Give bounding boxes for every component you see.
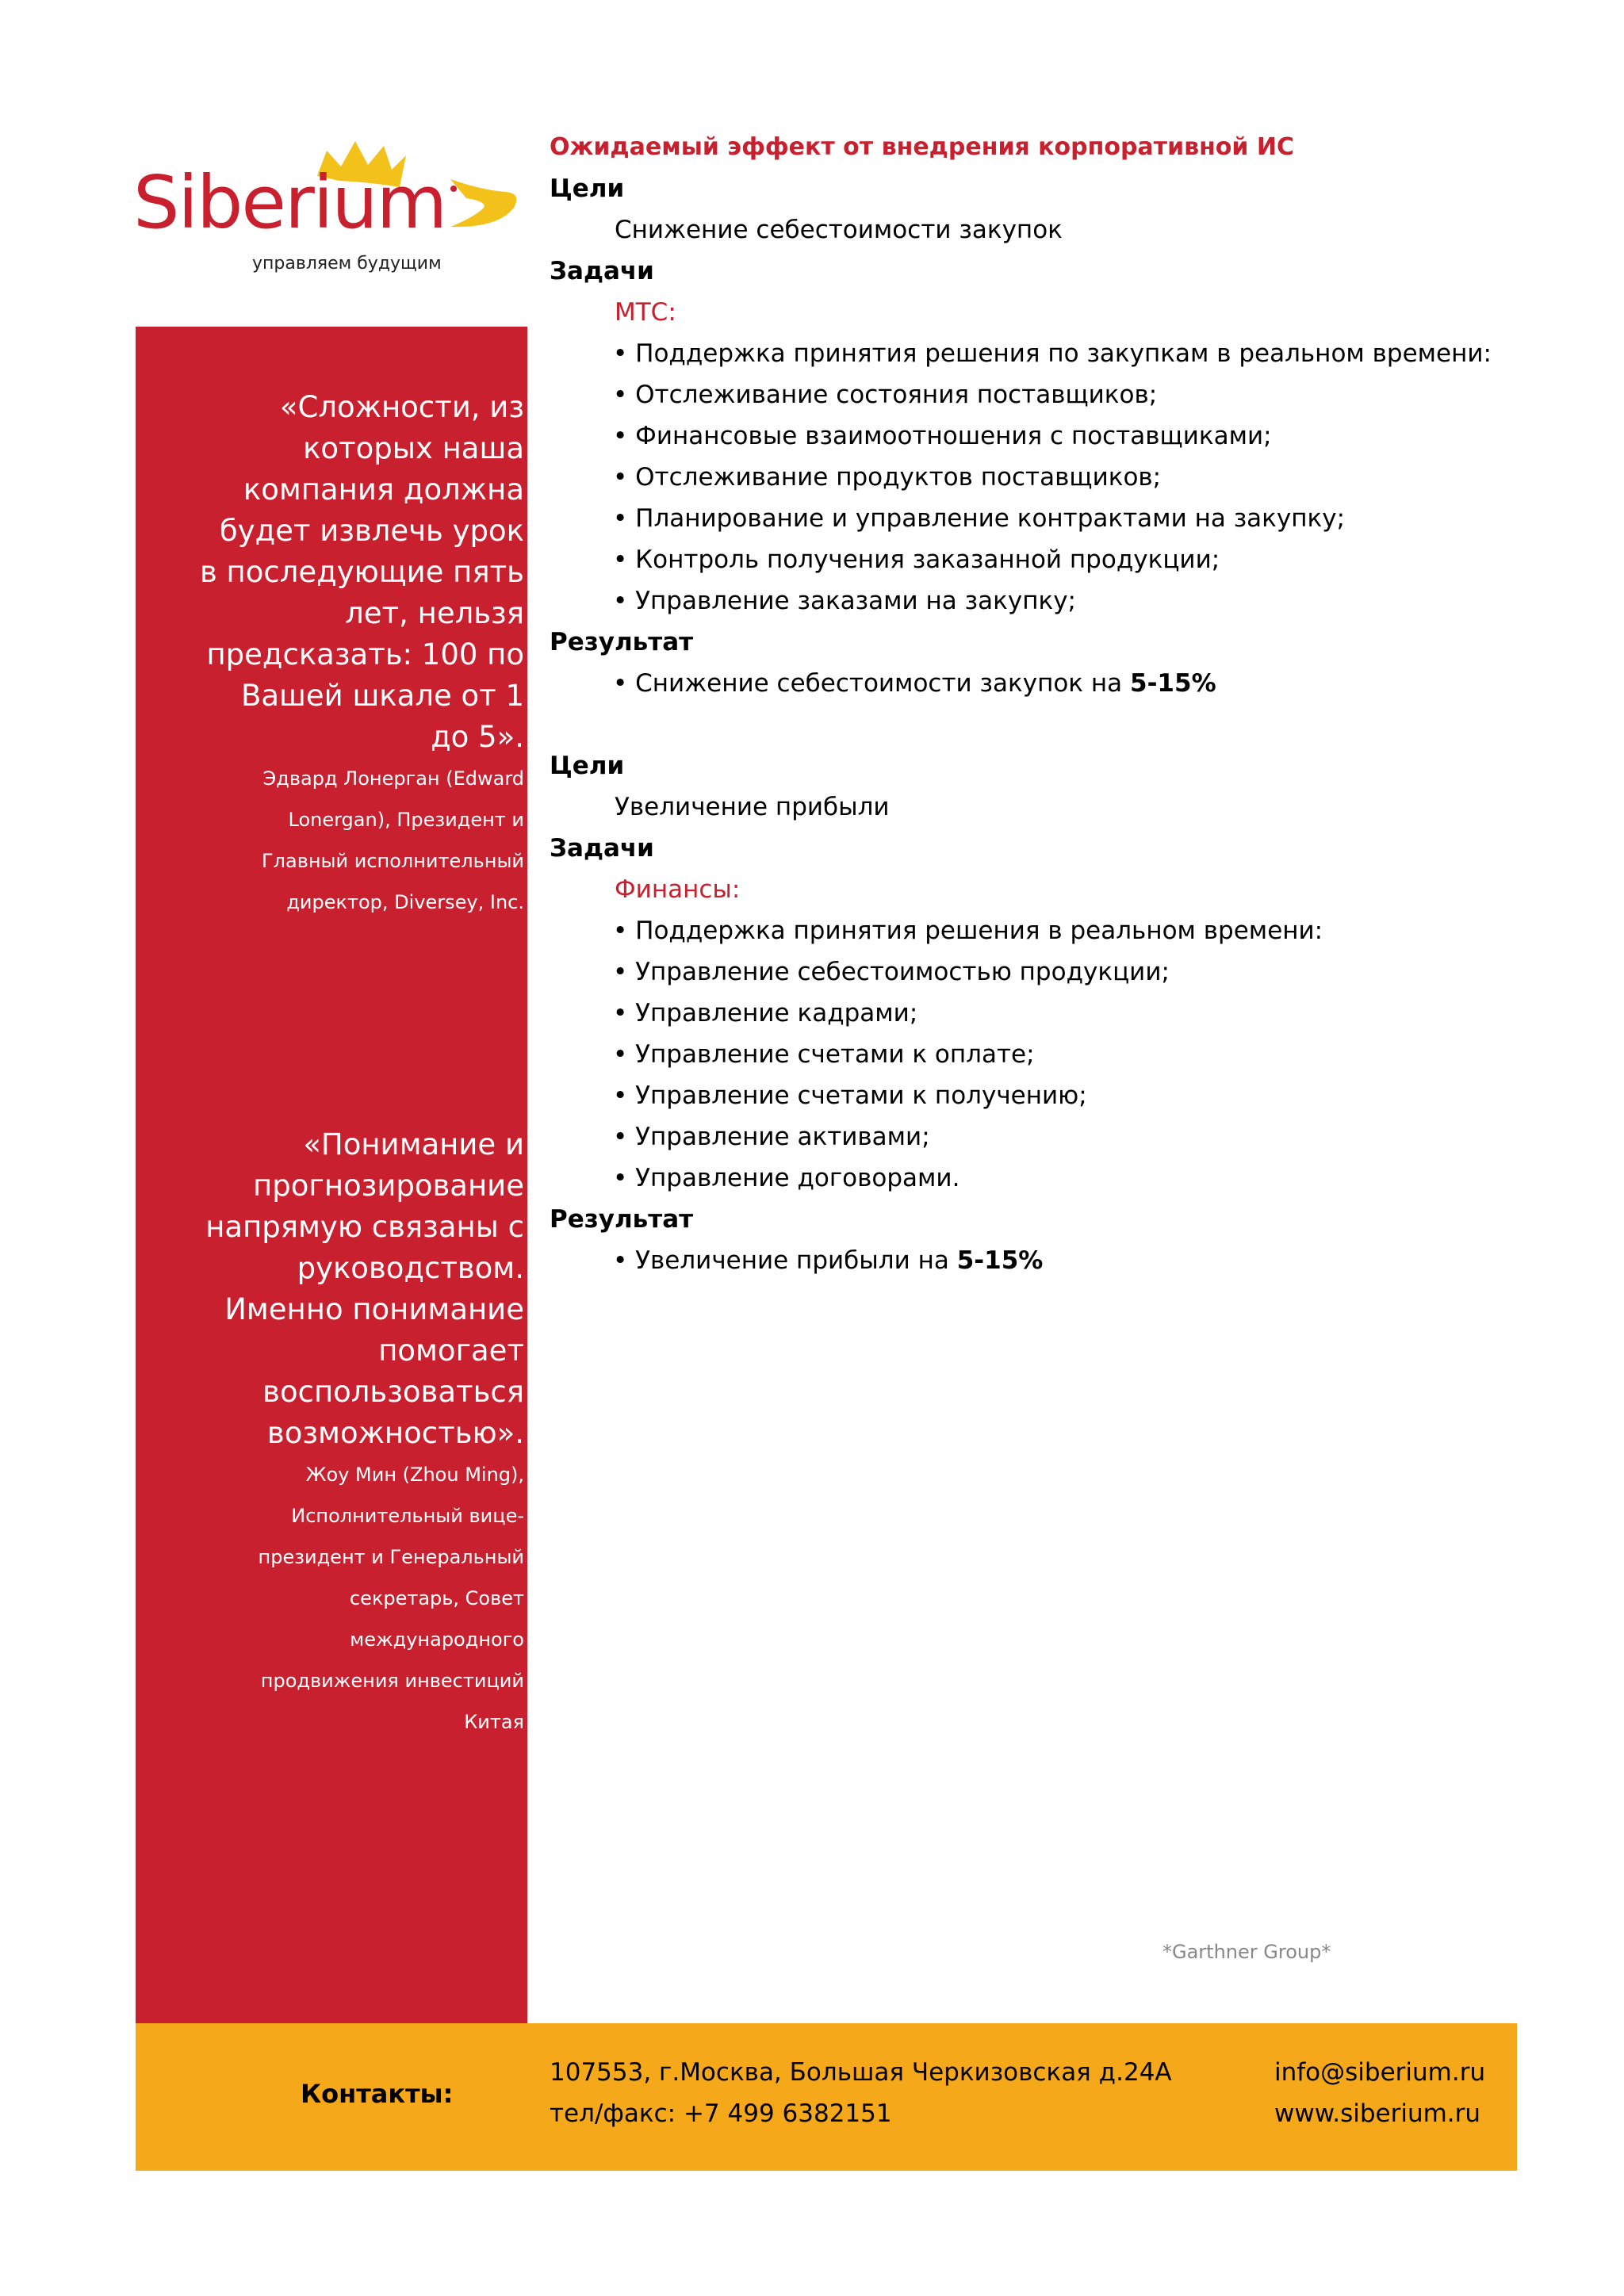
attribution-line: Lonergan), Президент и: [288, 809, 524, 831]
tasks-label: Задачи: [550, 257, 654, 285]
result-line: [613, 1240, 1043, 1281]
task-area: Финансы:: [615, 875, 741, 904]
goals-label: Цели: [550, 174, 625, 203]
list-item: • Планирование и управление контрактами на закупку;: [613, 504, 1346, 533]
list-item: • Управление активами;: [613, 1123, 930, 1151]
list-item: • Управление себестоимостью продукции;: [613, 958, 1170, 986]
phone-text: тел/факс: +7 499 6382151: [550, 2099, 892, 2128]
quote-2-line: помогает: [378, 1334, 524, 1368]
attribution-line: президент и Генеральный: [258, 1546, 524, 1568]
attribution-line: международного: [350, 1628, 524, 1651]
task-area: МТС:: [615, 298, 676, 327]
quote-2-line: возможностью».: [266, 1416, 524, 1450]
list-item: • Поддержка принятия решения по закупкам в реальном времени:: [613, 339, 1492, 368]
quote-2-line: воспользоваться: [262, 1375, 524, 1409]
attribution-line: Жоу Мин (Zhou Ming),: [305, 1464, 524, 1486]
result-line: [613, 663, 1216, 704]
list-item: • Управление счетами к получению;: [613, 1081, 1087, 1110]
quote-1-line: которых наша: [303, 431, 524, 465]
address-text: 107553, г.Москва, Большая Черкизовская д.24А: [550, 2058, 1172, 2087]
list-item: • Финансовые взаимоотношения с поставщиками;: [613, 422, 1272, 450]
attribution-line: Главный исполнительный: [262, 850, 524, 872]
result-text: • Увеличение прибыли на: [613, 1246, 957, 1275]
quote-1: [200, 387, 524, 758]
contacts-label: Контакты:: [301, 2079, 454, 2109]
page-heading: Ожидаемый эффект от внедрения корпоративной ИС: [550, 133, 1294, 161]
result-value: 5-15%: [1130, 669, 1216, 698]
contacts-footer: [136, 2023, 1517, 2171]
quote-sidebar: [136, 327, 527, 2023]
quote-1-line: будет извлечь урок: [219, 514, 524, 548]
list-item: • Отслеживание состояния поставщиков;: [613, 381, 1158, 409]
contacts-address-block: [550, 2052, 1172, 2134]
attribution-line: Исполнительный вице-: [291, 1505, 524, 1527]
email-link[interactable]: info@siberium.ru: [1274, 2058, 1486, 2087]
quote-2-line: руководством.: [297, 1251, 524, 1285]
website-link[interactable]: www.siberium.ru: [1274, 2099, 1481, 2128]
goal-text: Снижение себестоимости закупок: [615, 216, 1063, 244]
goals-label: Цели: [550, 752, 625, 780]
list-item: • Отслеживание продуктов поставщиков;: [613, 463, 1162, 492]
quote-2-line: прогнозирование: [253, 1169, 524, 1203]
goal-text: Увеличение прибыли: [615, 793, 890, 821]
source-footnote: *Garthner Group*: [1162, 1941, 1331, 1963]
siberium-logo: [133, 135, 546, 285]
quote-2-line: «Понимание и: [303, 1127, 524, 1161]
list-item: • Управление договорами.: [613, 1164, 960, 1192]
result-text: • Снижение себестоимости закупок на: [613, 669, 1130, 698]
contacts-web-block: [1274, 2052, 1485, 2134]
quote-1-line: до 5».: [431, 720, 524, 754]
result-label: Результат: [550, 628, 694, 656]
attribution-line: секретарь, Совет: [349, 1587, 524, 1609]
tasks-label: Задачи: [550, 834, 654, 863]
quote-1-line: «Сложности, из: [279, 390, 524, 424]
attribution-line: Китая: [464, 1711, 524, 1733]
quote-1-line: компания должна: [243, 473, 524, 507]
result-label: Результат: [550, 1205, 694, 1234]
list-item: • Управление заказами на закупку;: [613, 587, 1076, 615]
quote-2-attribution: [259, 1454, 524, 1743]
attribution-line: Эдвард Лонерган (Edward: [262, 767, 524, 790]
list-item: • Поддержка принятия решения в реальном времени:: [613, 916, 1323, 945]
quote-2-line: Именно понимание: [224, 1292, 524, 1326]
list-item: • Управление кадрами;: [613, 999, 918, 1027]
list-item: • Контроль получения заказанной продукции;: [613, 545, 1220, 574]
attribution-line: продвижения инвестиций: [260, 1670, 524, 1692]
logo-wordmark: Siberium: [133, 160, 446, 245]
quote-2: [205, 1124, 524, 1454]
list-item: • Управление счетами к оплате;: [613, 1040, 1035, 1069]
quote-1-line: Вашей шкале от 1: [240, 679, 524, 713]
result-value: 5-15%: [956, 1246, 1044, 1275]
quote-1-line: в последующие пять: [199, 555, 524, 589]
quote-1-line: лет, нельзя: [345, 596, 524, 630]
attribution-line: директор, Diversey, Inc.: [286, 891, 524, 913]
quote-1-line: предсказать: 100 по: [206, 637, 524, 672]
quote-2-line: напрямую связаны с: [205, 1210, 524, 1244]
quote-1-attribution: [262, 758, 524, 923]
logo-tagline: управляем будущим: [252, 254, 442, 274]
